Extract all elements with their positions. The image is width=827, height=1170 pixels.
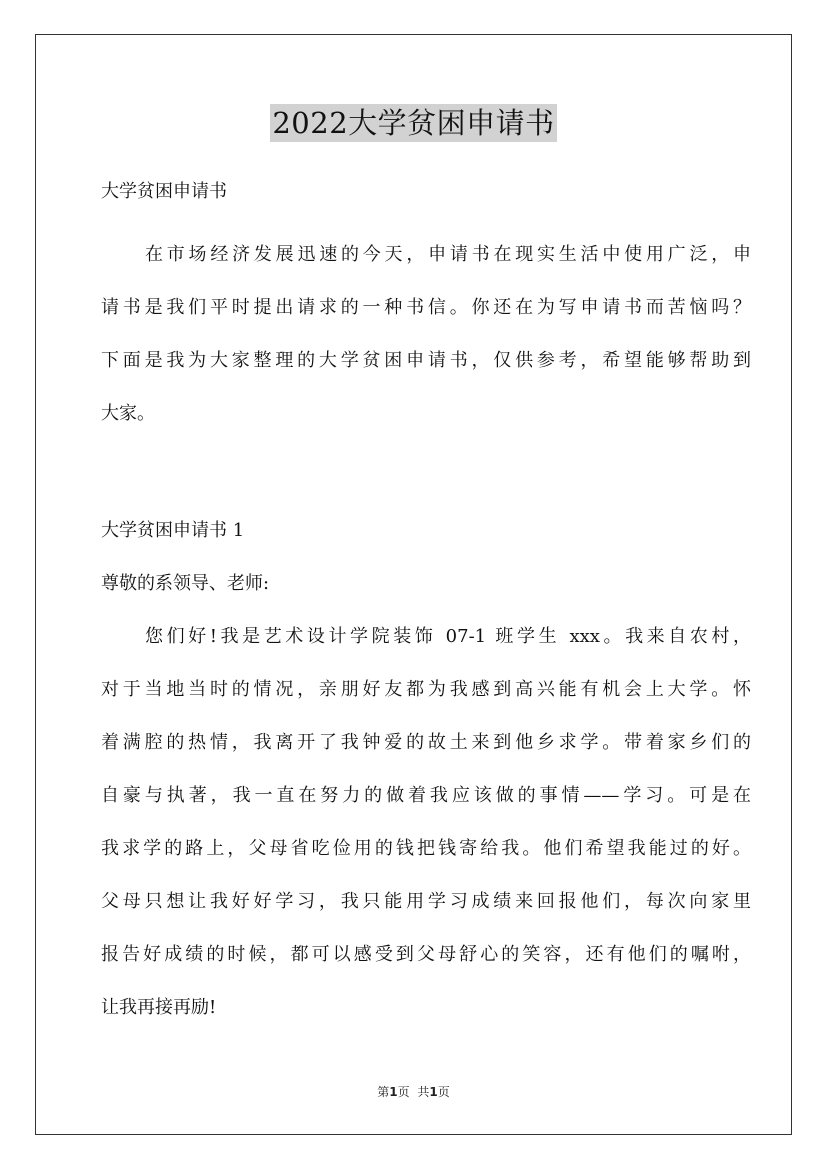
page-suffix: 页 <box>397 1085 410 1099</box>
intro-line: 下面是我为大家整理的大学贫困申请书，仅供参考，希望能够帮助到 <box>101 350 751 371</box>
page-prefix: 第 <box>377 1085 390 1099</box>
salutation: 尊敬的系领导、老师: <box>101 573 270 594</box>
intro-line: 请书是我们平时提出请求的一种书信。你还在为写申请书而苦恼吗？ <box>101 297 751 318</box>
body-line: 自豪与执著，我一直在努力的做着我应该做的事情——学习。可是在 <box>101 785 751 806</box>
body-line: 对于当地当时的情况，亲朋好友都为我感到高兴能有机会上大学。怀 <box>101 679 751 700</box>
total-prefix: 共 <box>417 1085 430 1099</box>
document-body <box>101 174 751 1034</box>
total-suffix: 页 <box>437 1085 450 1099</box>
body-line: 报告好成绩的时候，都可以感受到父母舒心的笑容，还有他们的嘱咐， <box>101 944 751 965</box>
body-line: 我求学的路上，父母省吃俭用的钱把钱寄给我。他们希望我能过的好。 <box>101 838 751 859</box>
document-subtitle: 大学贫困申请书 <box>101 181 227 202</box>
title-container <box>0 104 827 142</box>
page-number: 1 <box>389 1085 398 1099</box>
intro-line: 在市场经济发展迅速的今天，申请书在现实生活中使用广泛，申 <box>145 244 751 265</box>
body-line: 父母只想让我好好学习，我只能用学习成绩来回报他们，每次向家里 <box>101 891 751 912</box>
section-heading: 大学贫困申请书 1 <box>101 520 245 541</box>
total-pages: 1 <box>429 1085 438 1099</box>
body-line: 着满腔的热情，我离开了我钟爱的故土来到他乡求学。带着家乡们的 <box>101 732 751 753</box>
intro-line: 大家。 <box>101 403 155 424</box>
body-line: 让我再接再励! <box>101 997 217 1018</box>
document-title: 2022大学贫困申请书 <box>272 106 555 140</box>
page-footer <box>0 1083 827 1100</box>
body-line: 您们好!我是艺术设计学院装饰 07-1 班学生 xxx。我来自农村， <box>145 626 751 647</box>
